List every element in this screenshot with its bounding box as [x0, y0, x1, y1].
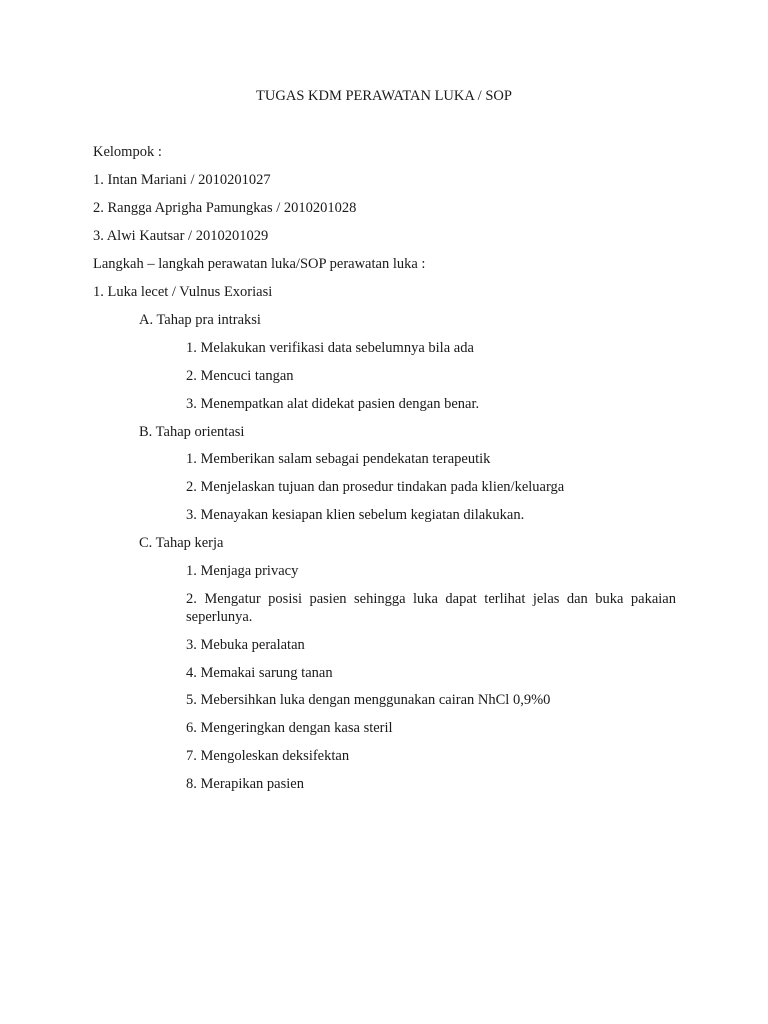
- group-label: Kelompok :: [93, 144, 162, 160]
- steps-intro: Langkah – langkah perawatan luka/SOP perawatan luka :: [93, 256, 426, 272]
- phase-c-item-2: [186, 590, 676, 626]
- phase-c-item-1: 1. Menjaga privacy: [186, 563, 299, 579]
- phase-b-heading: B. Tahap orientasi: [139, 424, 245, 440]
- phase-a-item-2: 2. Mencuci tangan: [186, 368, 294, 384]
- document-title: TUGAS KDM PERAWATAN LUKA / SOP: [256, 88, 512, 104]
- phase-c-item-4: 4. Memakai sarung tanan: [186, 665, 333, 681]
- phase-b-item-1: 1. Memberikan salam sebagai pendekatan terapeutik: [186, 451, 491, 467]
- phase-c-item-6: 6. Mengeringkan dengan kasa steril: [186, 720, 393, 736]
- phase-c-item-5: 5. Mebersihkan luka dengan menggunakan cairan NhCl 0,9%0: [186, 692, 551, 708]
- section-1-heading: 1. Luka lecet / Vulnus Exoriasi: [93, 284, 273, 300]
- phase-c-item-2-line-1: 2. Mengatur posisi pasien sehingga luka dapat terlihat jelas dan buka pakaian: [186, 591, 676, 607]
- phase-c-heading: C. Tahap kerja: [139, 535, 224, 551]
- phase-a-item-1: 1. Melakukan verifikasi data sebelumnya bila ada: [186, 340, 474, 356]
- member-1: 1. Intan Mariani / 2010201027: [93, 172, 271, 188]
- member-2: 2. Rangga Aprigha Pamungkas / 2010201028: [93, 200, 357, 216]
- phase-b-item-3: 3. Menayakan kesiapan klien sebelum kegiatan dilakukan.: [186, 507, 525, 523]
- phase-c-item-2-line-2: seperlunya.: [186, 609, 253, 625]
- member-3: 3. Alwi Kautsar / 2010201029: [93, 228, 269, 244]
- phase-c-item-3: 3. Mebuka peralatan: [186, 637, 305, 653]
- phase-c-item-7: 7. Mengoleskan deksifektan: [186, 748, 350, 764]
- phase-c-item-8: 8. Merapikan pasien: [186, 776, 304, 792]
- phase-a-item-3: 3. Menempatkan alat didekat pasien dengan benar.: [186, 396, 480, 412]
- phase-a-heading: A. Tahap pra intraksi: [139, 312, 261, 328]
- phase-b-item-2: 2. Menjelaskan tujuan dan prosedur tindakan pada klien/keluarga: [186, 479, 565, 495]
